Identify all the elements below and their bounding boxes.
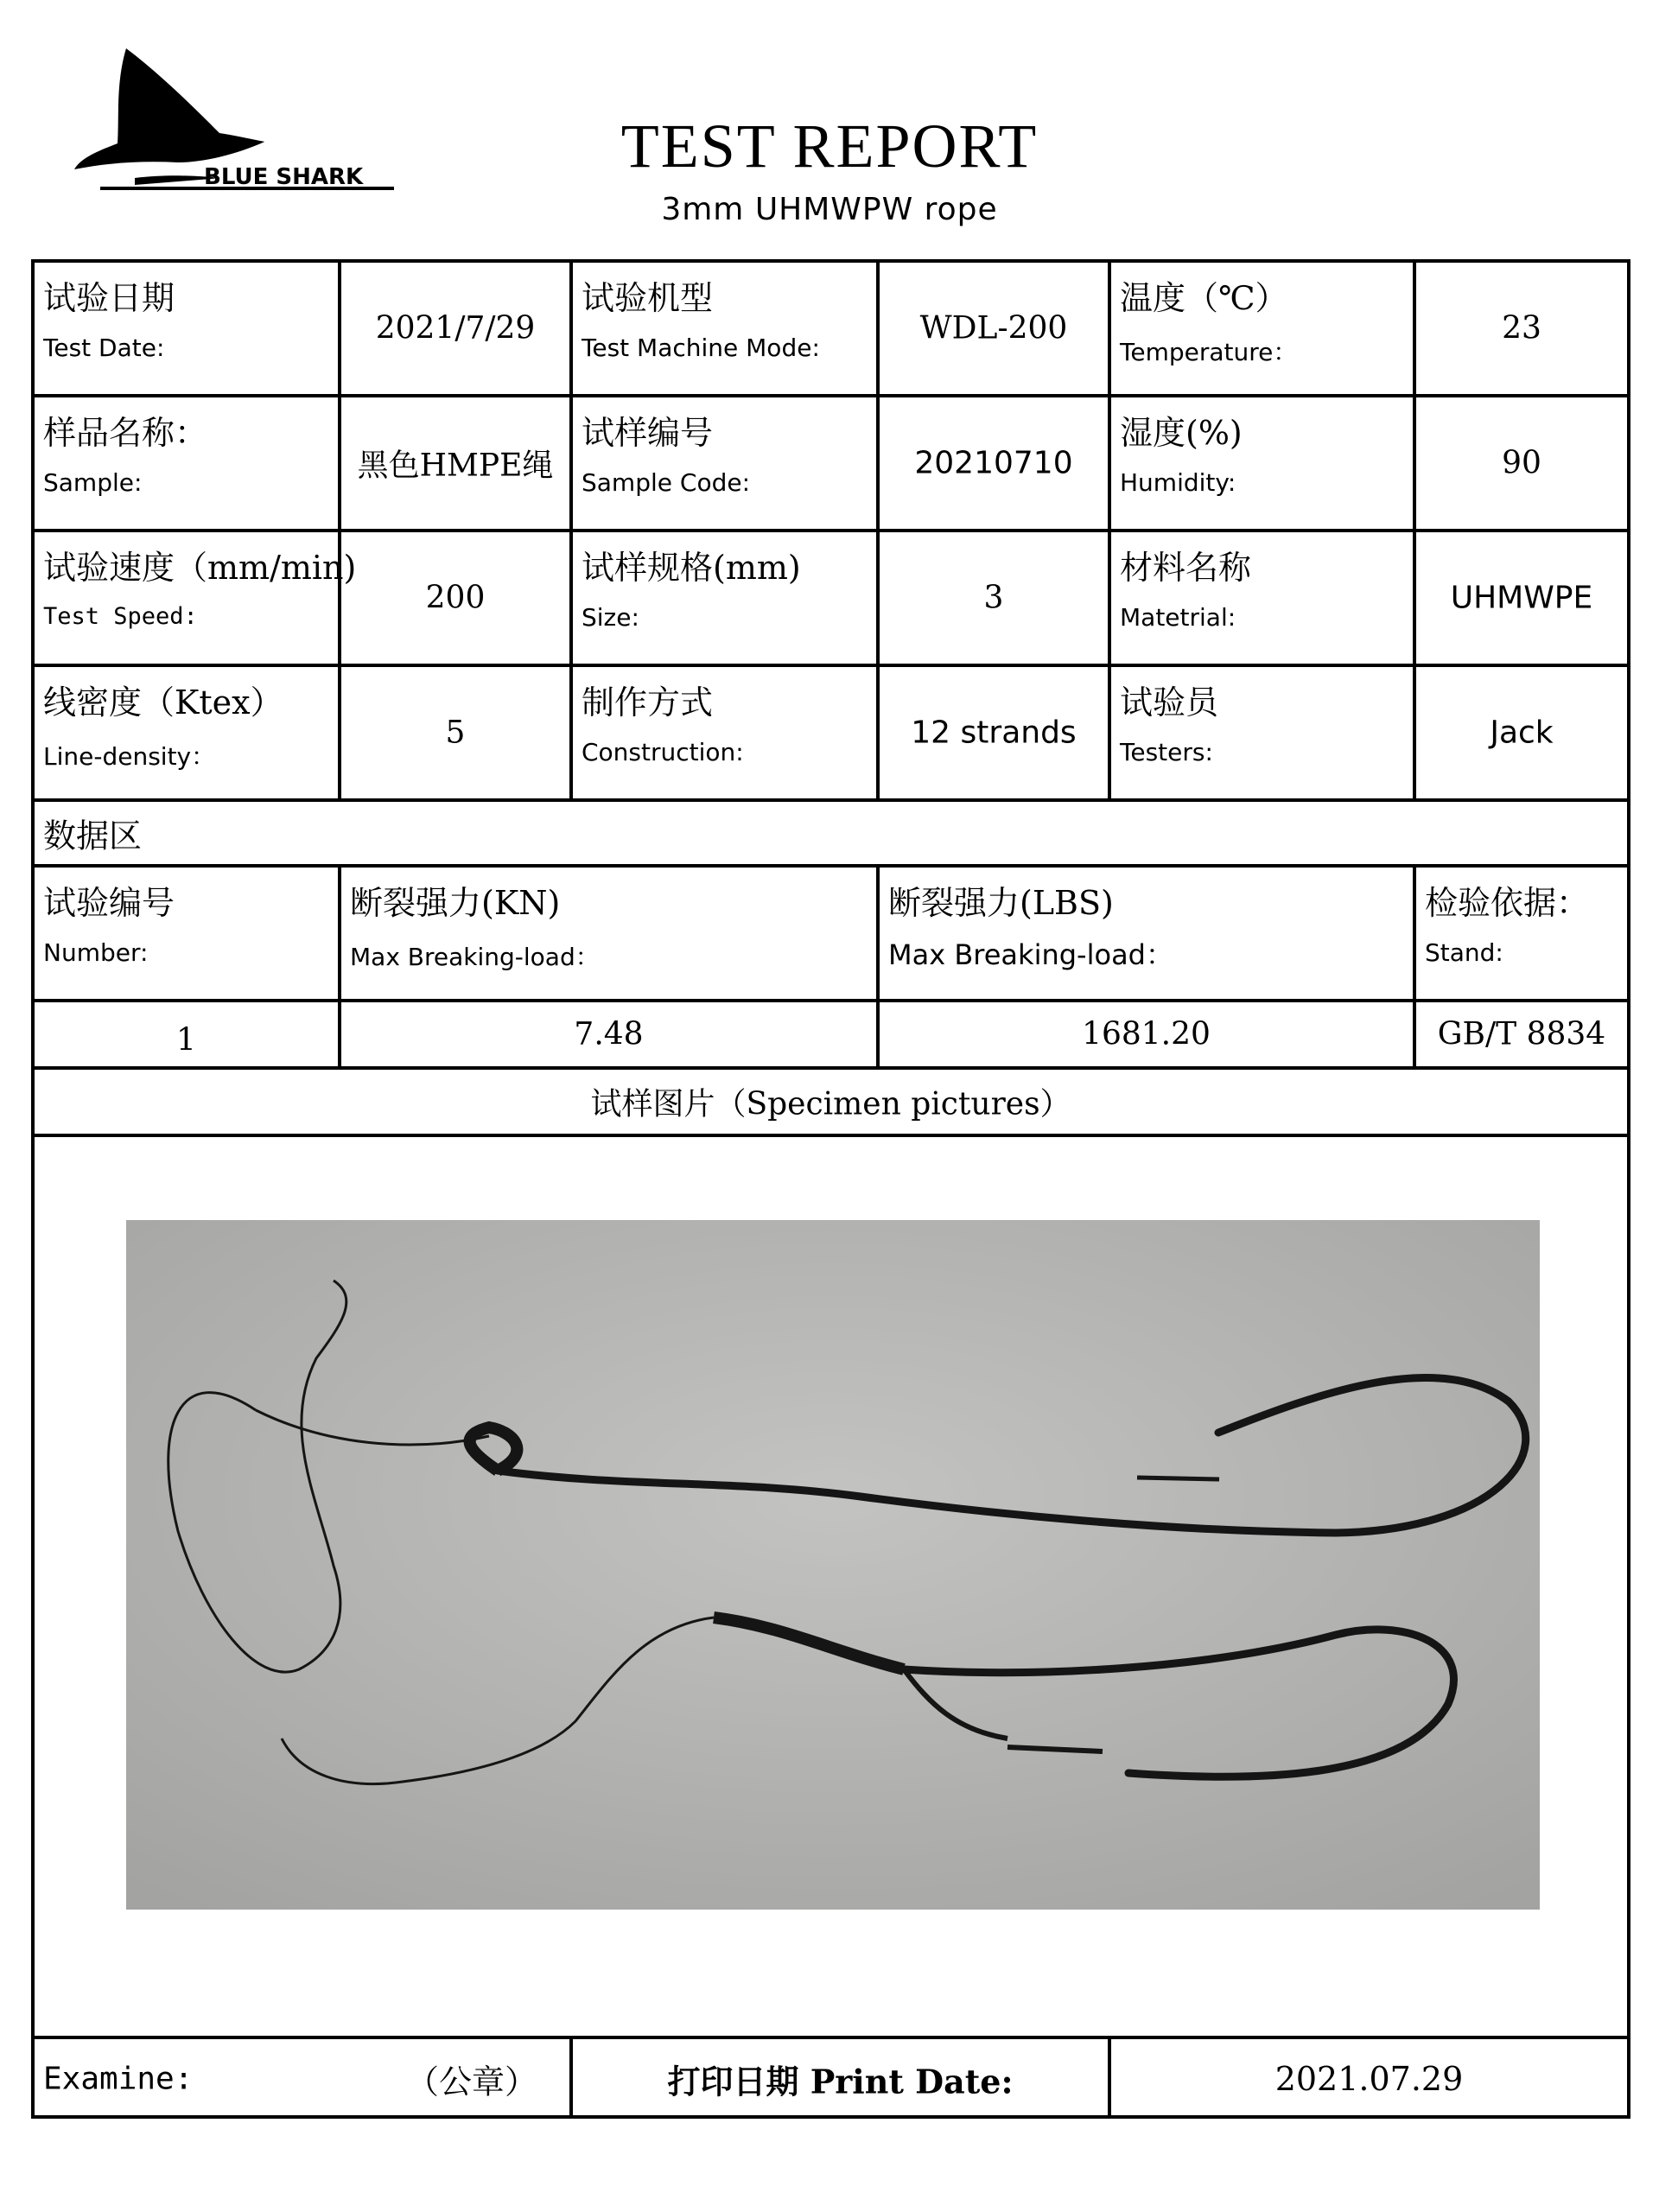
humidity-value: 90: [1502, 445, 1541, 481]
stand-header-cell: [1416, 868, 1627, 1002]
table-row-cell-lbs: [880, 1002, 1416, 1070]
examine-cell: [35, 2039, 573, 2119]
row-stand-value: GB/T 8834: [1437, 1016, 1606, 1052]
test-date-label-cn: 试验日期: [43, 279, 175, 317]
print-date-label-cell: [573, 2039, 1111, 2119]
number-header-cell: [35, 868, 341, 1002]
sample-code-label-cell: [573, 397, 880, 532]
sample-code-value-cell: [880, 397, 1111, 532]
temperature-label-en: Temperature：: [1120, 338, 1298, 366]
humidity-value-cell: [1416, 397, 1627, 532]
table-row-cell-kn: [341, 1002, 880, 1070]
line-density-label-en: Line-density：: [43, 742, 216, 771]
machine-label-cell: [573, 263, 880, 397]
lbs-header-cell: [880, 868, 1416, 1002]
construction-label-en: Construction:: [582, 738, 744, 766]
sample-code-value: 20210710: [914, 445, 1073, 481]
kn-header-cn: 断裂强力(KN): [350, 884, 561, 922]
print-date-value: 2021.07.29: [1274, 2060, 1464, 2098]
sample-label-en: Sample:: [43, 468, 143, 497]
sample-code-label-en: Sample Code:: [582, 468, 751, 497]
lbs-header-en: Max Breaking-load：: [888, 938, 1173, 971]
sample-value: 黑色HMPE绳: [357, 448, 554, 484]
speed-value: 200: [425, 580, 486, 616]
testers-value: Jack: [1490, 715, 1554, 751]
report-table: [31, 259, 1630, 2119]
temperature-value-cell: [1416, 263, 1627, 397]
sample-label-cn: 样品名称：: [43, 414, 208, 452]
row-kn-value: 7.48: [574, 1016, 644, 1052]
machine-label-en: Test Machine Mode:: [582, 334, 820, 362]
specimen-photo: [126, 1220, 1540, 1910]
data-section-label: 数据区: [43, 817, 143, 855]
material-label-cn: 材料名称: [1120, 549, 1252, 587]
row-number-value: 1: [176, 1022, 196, 1058]
line-density-label-cn: 线密度（Ktex）: [43, 683, 283, 721]
seal-label: （公章）: [406, 2063, 538, 2101]
specimen-header-row: [35, 1070, 1627, 1137]
speed-label-cell: [35, 532, 357, 667]
print-date-value-cell: [1111, 2039, 1627, 2119]
kn-header-cell: [341, 868, 880, 1002]
report-subtitle: 3mm UHMWPW rope: [661, 192, 998, 227]
sample-value-cell: [341, 397, 573, 532]
size-label-en: Size:: [582, 603, 639, 632]
size-value-cell: [880, 532, 1111, 667]
rope-specimen-image: [126, 1220, 1540, 1910]
kn-header-en: Max Breaking-load：: [350, 943, 600, 971]
speed-label-cn: 试验速度（mm/min): [43, 549, 357, 587]
test-date-value-cell: [341, 263, 573, 397]
construction-label-cn: 制作方式: [582, 683, 714, 721]
row-lbs-value: 1681.20: [1082, 1016, 1211, 1052]
construction-label-cell: [573, 667, 880, 802]
specimen-photo-area: [35, 1137, 1627, 2039]
material-label-en: Matetrial:: [1120, 603, 1236, 632]
material-label-cell: [1111, 532, 1416, 667]
examine-label: Examine:: [43, 2061, 194, 2097]
testers-label-en: Testers:: [1120, 738, 1213, 766]
data-section-row: [35, 802, 1627, 868]
machine-value: WDL-200: [919, 310, 1068, 346]
sample-label-cell: [35, 397, 341, 532]
line-density-value: 5: [445, 715, 466, 751]
stand-header-cn: 检验依据：: [1425, 884, 1590, 922]
test-date-value: 2021/7/29: [375, 310, 536, 346]
machine-value-cell: [880, 263, 1111, 397]
number-header-cn: 试验编号: [43, 884, 175, 922]
speed-label-en: Test Speed:: [43, 603, 198, 630]
print-date-label: 打印日期 Print Date:: [667, 2062, 1014, 2101]
logo-text: BLUE SHARK: [204, 164, 364, 190]
table-row-cell-stand: [1416, 1002, 1627, 1070]
material-value-cell: [1416, 532, 1627, 667]
temperature-label-cn: 温度（℃）: [1120, 279, 1288, 317]
material-value: UHMWPE: [1450, 580, 1593, 616]
size-label-cell: [573, 532, 880, 667]
sample-code-label-cn: 试样编号: [582, 414, 714, 452]
humidity-label-en: Humidity:: [1120, 468, 1236, 497]
humidity-label-cn: 湿度(%): [1120, 414, 1243, 452]
construction-value-cell: [880, 667, 1111, 802]
number-header-en: Number:: [43, 938, 149, 967]
report-title: TEST REPORT: [620, 111, 1039, 181]
table-row-cell-number: [35, 1002, 341, 1070]
test-date-label-cell: [35, 263, 341, 397]
temperature-label-cell: [1111, 263, 1416, 397]
speed-value-cell: [341, 532, 573, 667]
line-density-label-cell: [35, 667, 341, 802]
humidity-label-cell: [1111, 397, 1416, 532]
machine-label-cn: 试验机型: [582, 279, 714, 317]
line-density-value-cell: [341, 667, 573, 802]
lbs-header-cn: 断裂强力(LBS): [888, 884, 1114, 922]
temperature-value: 23: [1502, 310, 1541, 346]
testers-label-cell: [1111, 667, 1416, 802]
construction-value: 12 strands: [911, 715, 1077, 751]
testers-label-cn: 试验员: [1120, 683, 1219, 721]
size-value: 3: [983, 580, 1004, 616]
size-label-cn: 试样规格(mm): [582, 549, 801, 587]
test-date-label-en: Test Date:: [43, 334, 165, 362]
specimen-label: 试样图片（Specimen pictures）: [590, 1086, 1071, 1122]
testers-value-cell: [1416, 667, 1627, 802]
stand-header-en: Stand:: [1425, 938, 1503, 967]
